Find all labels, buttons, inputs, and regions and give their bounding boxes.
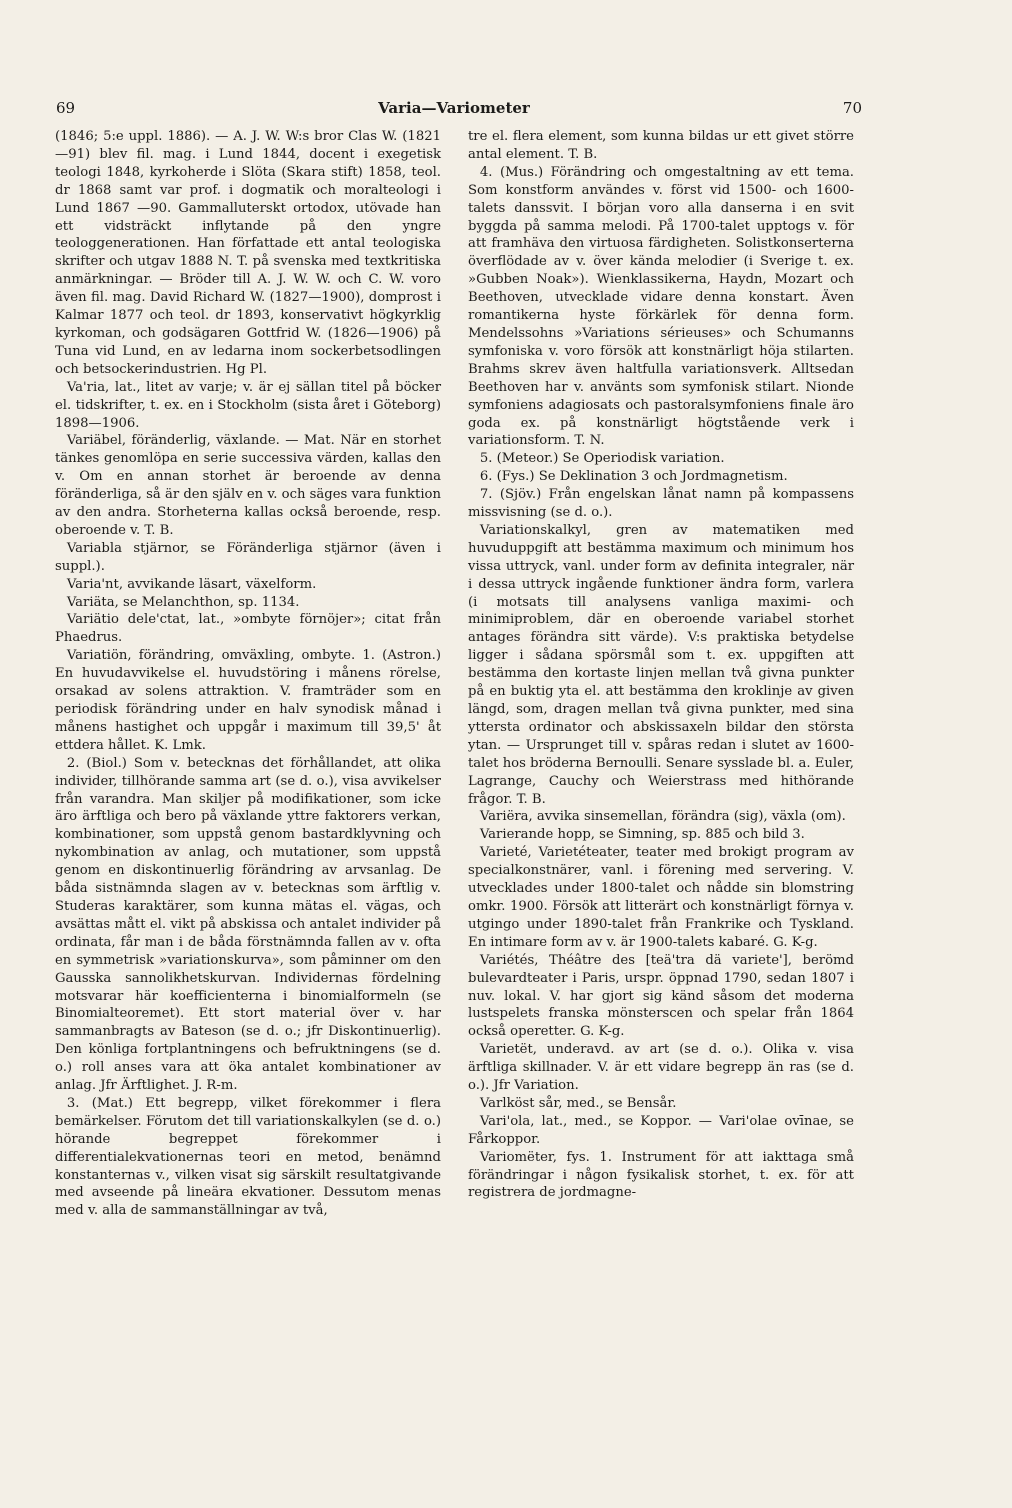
entry-variation-mus: 4. (Mus.) Förändring och omgestaltning av ett tema. Som konstform användes v. först vid 1500- och 1600-talets danssvit. I början voro alla danserna i en svit byggda på samma melodi. På 1700-talet upptogs v. för att framhäva den virtuosa färdigheten. Solistkonserterna överflödade av v. över kända melodier (i Sverige t. ex. »Gubben Noak»). Wienklassikerna, Haydn, Mozart och Beethoven, utvecklade vidare denna konstart. Även romantikerna hyste förkärlek för denna form. Mendelssohns »Variations sérieuses» och Schumanns symfoniska v. voro försök att konstnärligt höja stilarten. Brahms skrev även haltfulla variationsverk. Alltsedan Beethoven har v. använts som symfonisk stilart. Nionde symfoniens adagiosats och pastoralsymfoniens finale äro goda ex. på konstnärligt högtstående verk i variationsform. T. N. [468, 164, 854, 449]
entry-variete: Varieté, Varietéteater, teater med brokigt program av specialkonstnärer, vanl. i förening med servering. V. utvecklades under 1800-talet och nådde sin blomstring omkr. 1900. Försök att litterärt och konstnärligt förnya v. utgingo under 1890-talet från Frankrike och Tyskland. En intimare form av v. är 1900-talets kabaré. G. K-g. [468, 845, 854, 950]
entry-varietet: Varietët, underavd. av art (se d. o.). Olika v. visa ärftliga skillnader. V. är ett vidare begrepp än ras (se d. o.). Jfr Variation. [468, 1042, 854, 1094]
entry-varikost-sar: Varlköst sår, med., se Bensår. [479, 1095, 677, 1111]
entry-paragraph: (1846; 5:e uppl. 1886). — A. J. W. W:s bror Clas W. (1821—91) blev fil. mag. i Lund 1844, docent i exegetisk teologi 1848, kyrkoherde i Slöta (Skara stift) 1858, teol. dr 1868 samt var prof. i dogmatik och moralteologi i Lund 1867 —90. Gammalluterskt ortodox, utövade han ett vidsträckt inflytande på den yngre teologgenerationen. Han författade ett antal teologiska skrifter och utgav 1888 N. T. på svenska med textkritiska anmärkningar. — Bröder till A. J. W. W. och C. W. voro även fil. mag. David Richard W. (1827—1900), domprost i Kalmar 1877 och teol. dr 1893, konservativt högkyrklig kyrkoman, och godsägaren Gottfrid W. (1826—1906) på Tuna vid Lund, en av ledarna inom sockerbetsodlingen och betsockerindustrien. Hg Pl. [55, 129, 441, 377]
entry-varietes: Variétés, Théâtre des [teä'tra dä variete'], berömd bulevardteater i Paris, urspr. öppnad 1790, sedan 1807 i nuv. lokal. V. har gjort sig känd såsom det moderna lustspelets franska mönsterscen och spelar från 1864 också operetter. G. K-g. [468, 952, 854, 1040]
entry-variation-biol: 2. (Biol.) Som v. betecknas det förhållandet, att olika individer, tillhörande samma art (se d. o.), visa avvikelser från varandra. Man skiljer på modifikationer, som icke äro ärftliga och bero på växlande yttre faktorers verkan, kombinationer, som uppstå genom bastardklyvning och nykombination av anlag, och mutationer, som uppstå genom en diskontinuerlig förändring av arvsanlag. De båda sistnämnda slagen av v. betecknas som ärftlig v. Studeras karaktärer, som kunna mätas el. vägas, och avsättas mått el. vikt på abskissa och antalet individer på ordinata, får man i de båda förstnämnda fallen av v. ofta en symmetrisk »variationskurva», som påminner om den Gausska sannolikhetskurvan. Individernas fördelning motsvarar här koefficienterna i binomialformeln (se Binomialteoremet). Ett stort material över v. har sammanbragts av Bateson (se d. o.; jfr Diskontinuerlig). Den könliga fortplantningens och befruktningens (se d. o.) roll anses vara att öka antalet kombinationer av anlag. Jfr Ärftlighet. J. R-m. [55, 755, 441, 1094]
entry-variabel: Variäbel, föränderlig, växlande. — Mat. När en storhet tänkes genomlöpa en serie successiva värden, kallas den v. Om en annan storhet är beroende av denna föränderliga, så är den själv en v. och säges vara funktion av den andra. Storheterna kallas också beroende, resp. oberoende v. T. B. [55, 433, 441, 538]
entry-variationskalkyl: Variationskalkyl, gren av matematiken med huvuduppgift att bestämma maximum och minimum hos vissa uttryck, vanl. under form av definita integraler, när i dessa uttryck ingående funktioner ändra form, varlera (i motsats till analysens vanliga maximi- och minimiproblem, där en oberoende variabel storhet antages förändra sitt värde). V:s praktiska betydelse ligger i sådana spörsmål som t. ex. uppgiften att bestämma den kortaste linjen mellan två givna punkter på en buktig yta el. att bestämma den kroklinje av given längd, som, dragen mellan två givna punkter, med sina yttersta ordinator och abskissaxeln bildar den största ytan. — Ursprunget till v. spåras redan i slutet av 1600-talet hos bröderna Bernoulli. Senare sysslade bl. a. Euler, Lagrange, Cauchy och Weierstrass med hithörande frågor. T. B. [468, 522, 854, 807]
entry-variola: Vari'ola, lat., med., se Koppor. — Vari'olae ovīnae, se Fårkoppor. [468, 1113, 854, 1147]
left-column [55, 128, 441, 1220]
entry-variation: Variatiön, förändring, omväxling, ombyte. 1. (Astron.) En huvudavvikelse el. huvudstöring i månens rörelse, orsakad av solens attraktion. V. framträder som en periodisk förändring under en halv synodisk månad i månens hastighet och uppgår i maximum till 39,5' åt ettdera hållet. K. Lmk. [55, 648, 441, 753]
page-number-left: 69 [56, 99, 76, 117]
page-number-right: 70 [842, 99, 862, 117]
right-column [468, 128, 854, 1202]
entry-variation-meteor: 5. (Meteor.) Se Operiodisk variation. [479, 451, 725, 467]
running-title: Varia—Variometer [378, 99, 530, 117]
entry-variometer: Variomëter, fys. 1. Instrument för att iakttaga små förändringar i någon fysikalisk storhet, t. ex. för att registrera de jordmagne- [468, 1149, 854, 1201]
entry-variabla-stjarnor: Variabla stjärnor, se Föränderliga stjärnor (även i suppl.). [55, 540, 441, 574]
entry-variation-mat: 3. (Mat.) Ett begrepp, vilket förekommer i flera bemärkelser. Förutom det till variationskalkylen (se d. o.) hörande begreppet förekommer i differentialekvationernas teori en metod, benämnd konstanternas v., vilken visat sig särskilt resultatgivande med avseende på lineära ekvationer. Dessutom menas med v. alla de sammanställningar av två, [55, 1095, 441, 1219]
entry-varierande-hopp: Varierande hopp, se Simning, sp. 885 och bild 3. [479, 827, 805, 843]
entry-paragraph: tre el. flera element, som kunna bildas ur ett givet större antal element. T. B. [468, 129, 854, 162]
entry-variata: Variäta, se Melanchthon, sp. 1134. [66, 594, 300, 610]
entry-varia: Va'ria, lat., litet av varje; v. är ej sällan titel på böcker el. tidskrifter, t. ex. en i Stockholm (sista året i Göteborg) 1898—1906. [55, 379, 441, 431]
entry-variatio: Variätio dele'ctat, lat., »ombyte förnöjer»; citat från Phaedrus. [55, 612, 441, 646]
entry-variation-sjov: 7. (Sjöv.) Från engelskan lånat namn på kompassens missvisning (se d. o.). [468, 487, 854, 521]
entry-variant: Varia'nt, avvikande läsart, växelform. [66, 576, 317, 592]
entry-variera: Variëra, avvika sinsemellan, förändra (sig), växla (om). [479, 809, 846, 825]
entry-variation-fys: 6. (Fys.) Se Deklination 3 och Jordmagnetism. [479, 469, 788, 485]
